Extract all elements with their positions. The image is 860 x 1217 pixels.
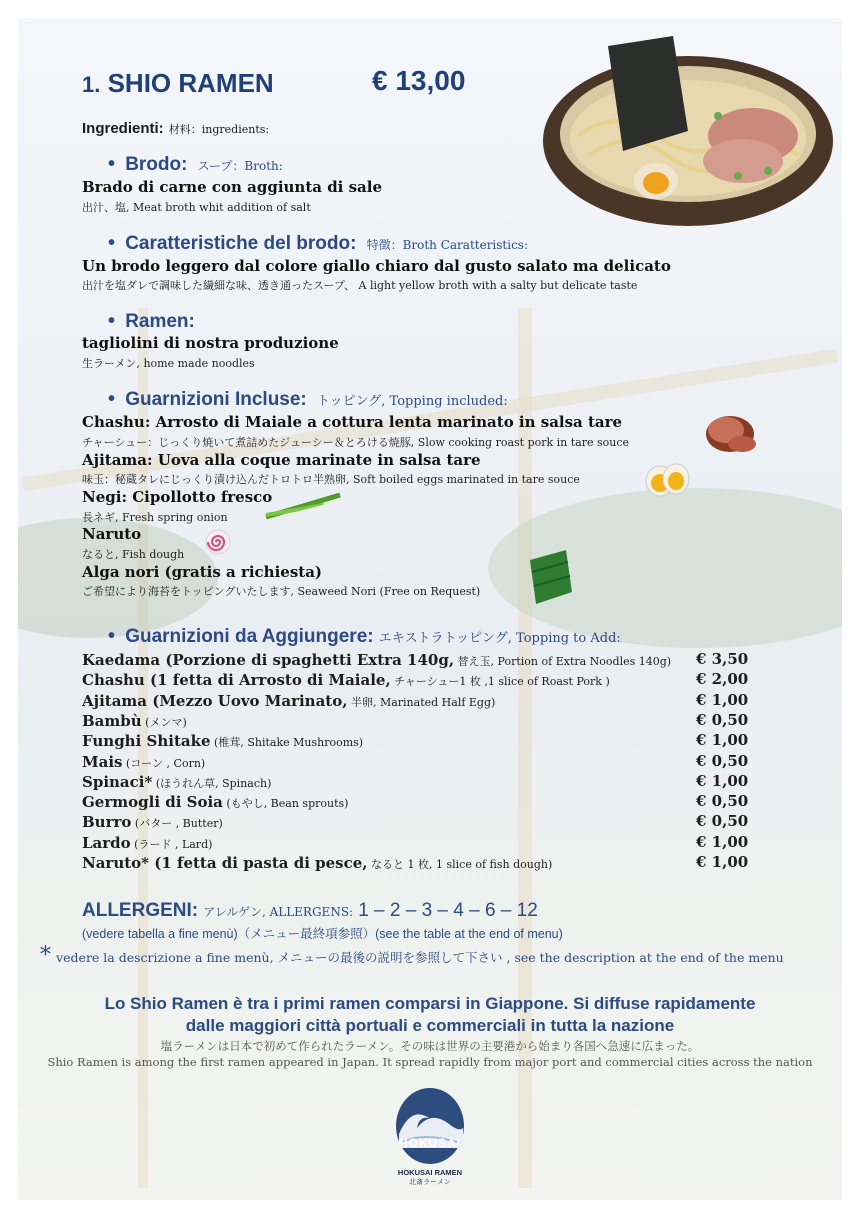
roast-pork-icon xyxy=(704,404,760,460)
extra-row xyxy=(82,650,671,669)
extra-name: Spinaci* xyxy=(82,772,153,791)
extra-name: Germogli di Soia xyxy=(82,793,223,812)
extra-row xyxy=(82,853,552,872)
footer-jp: 塩ラーメンは日本で初めて作られたラーメン。その味は世界の主要港から始まり各国へ急速に広まった。 xyxy=(160,1039,700,1053)
extra-row xyxy=(82,731,363,750)
asterisk-note: vedere la descrizione a fine menù, メニューの最後の説明を参照して下さい , see the description at the end of the menu xyxy=(56,950,784,965)
dish-price: € 13,00 xyxy=(372,65,466,96)
extra-row xyxy=(82,670,610,689)
extra-row xyxy=(82,792,348,811)
extra-name: Naruto* (1 fetta di pasta di pesce, xyxy=(82,854,368,872)
logo-name: HOKUSAI xyxy=(398,1136,462,1150)
aggiungere-heading: • Guarnizioni da Aggiungere: エキストラトッピング, Topping to Add: xyxy=(108,625,621,647)
caratt-sub: 特徴：Broth Caratteristics: xyxy=(366,238,529,252)
extra-note: (コーン , Corn) xyxy=(122,756,206,770)
ramen-it: tagliolini di nostra produzione xyxy=(82,334,339,352)
extra-row xyxy=(82,691,495,710)
extra-name: Burro xyxy=(82,813,132,832)
naruto-icon xyxy=(204,528,232,556)
extra-note: チャーシュー1 枚 ,1 slice of Roast Pork ) xyxy=(390,675,610,689)
extra-row xyxy=(82,752,205,771)
incluse-sub: トッピング, Topping included: xyxy=(316,394,508,409)
extra-note: (ラード , Lard) xyxy=(130,837,213,851)
incluse-item-3-it: Negi: Cipollotto fresco xyxy=(82,488,273,506)
extra-note: なると 1 枚, 1 slice of fish dough) xyxy=(367,858,553,871)
allergens-label: ALLERGENI: xyxy=(82,900,199,921)
footer-line-2: dalle maggiori città portuali e commerciali in tutta la nazione xyxy=(185,1016,675,1035)
spring-onion-icon xyxy=(264,491,342,521)
extra-price: € 1,00 xyxy=(696,853,749,871)
ingredients-sub: 材料：ingredients: xyxy=(168,123,270,136)
allergens-note: (vedere tabella a fine menù)（メニュー最終項参照）(see the table at the end of menu) xyxy=(82,927,563,941)
ingredients-label: Ingredienti: xyxy=(82,120,164,137)
brodo-title: Brodo: xyxy=(125,154,188,175)
extra-price: € 2,00 xyxy=(696,670,749,689)
footer-en: Shio Ramen is among the first ramen appeared in Japan. It spread rapidly from major port and commercial cities across the nation xyxy=(47,1055,813,1069)
extra-note: 半卵, Marinated Half Egg) xyxy=(347,695,496,709)
brodo-tr: 出汁、塩, Meat broth whit addition of salt xyxy=(82,201,311,214)
caratt-title: Caratteristiche del brodo: xyxy=(125,233,357,254)
incluse-item-1-it: Chashu: Arrosto di Maiale a cottura lenta marinato in salsa tare xyxy=(82,413,623,431)
extra-price: € 0,50 xyxy=(696,710,749,729)
egg-icon xyxy=(642,458,692,500)
incluse-item-5-it: Alga nori (gratis a richiesta) xyxy=(82,563,323,581)
ramen-heading: • Ramen: xyxy=(108,310,195,332)
menu-page xyxy=(18,18,842,1200)
incluse-item-4-it: Naruto xyxy=(82,525,142,543)
extra-price: € 1,00 xyxy=(696,731,749,750)
extra-row xyxy=(82,812,223,831)
asterisk-note-line: * vedere la descrizione a fine menù, メニューの最後の説明を参照して下さい , see the description at the end of the menu xyxy=(40,943,784,968)
incluse-item-1-tr: チャーシュー：じっくり焼いて煮詰めたジューシー＆とろける焼豚, Slow cooking roast pork in tare souce xyxy=(82,436,630,449)
aggiungere-sub: エキストラトッピング, Topping to Add: xyxy=(378,631,621,646)
extra-name: Bambù xyxy=(82,711,142,730)
incluse-item-4-tr: なると, Fish dough xyxy=(82,548,185,561)
extra-note: (ほうれん草, Spinach) xyxy=(152,776,272,790)
brodo-heading: • Brodo: スープ：Broth: xyxy=(108,153,283,175)
extra-note: (椎茸, Shitake Mushrooms) xyxy=(210,736,364,750)
extra-name: Kaedama (Porzione di spaghetti Extra 140g, xyxy=(82,651,455,669)
ingredients-heading xyxy=(82,118,269,137)
allergens-list: 1 – 2 – 3 – 4 – 6 – 12 xyxy=(358,900,538,921)
ramen-bowl-image xyxy=(538,26,838,241)
extra-price: € 1,00 xyxy=(696,690,749,709)
caratt-tr: 出汁を塩ダレで調味した繊細な味、透き通ったスープ、 A light yellow broth with a salty but delicate taste xyxy=(82,279,638,292)
extra-note: 替え玉, Portion of Extra Noodles 140g) xyxy=(454,655,672,668)
extra-price: € 1,00 xyxy=(696,771,749,790)
allergens-heading xyxy=(82,900,538,922)
ramen-title: Ramen: xyxy=(125,311,195,332)
ramen-tr: 生ラーメン, home made noodles xyxy=(82,357,255,370)
aggiungere-title: Guarnizioni da Aggiungere: xyxy=(125,626,374,647)
incluse-heading: • Guarnizioni Incluse: トッピング, Topping included: xyxy=(108,388,508,410)
incluse-item-2-it: Ajitama: Uova alla coque marinate in salsa tare xyxy=(82,451,481,469)
brodo-it: Brado di carne con aggiunta di sale xyxy=(82,178,383,196)
extra-note: (もやし, Bean sprouts) xyxy=(222,797,349,811)
logo-caption: HOKUSAI RAMEN xyxy=(397,1168,463,1177)
extra-name: Chashu (1 fetta di Arrosto di Maiale, xyxy=(82,671,391,690)
extra-name: Funghi Shitake xyxy=(82,732,211,751)
hokusai-logo xyxy=(393,1086,467,1166)
extra-name: Lardo xyxy=(82,833,131,852)
allergens-sub: アレルゲン, ALLERGENS: xyxy=(203,905,354,919)
extra-price: € 3,50 xyxy=(696,650,749,668)
incluse-item-2-tr: 味玉：秘蔵タレにじっくり漬け込んだトロトロ半熟卵, Soft boiled eggs marinated in tare souce xyxy=(82,473,580,486)
footer-line-1: Lo Shio Ramen è tra i primi ramen comparsi in Giappone. Si diffuse rapidamente xyxy=(104,994,756,1013)
extra-price: € 0,50 xyxy=(696,751,749,770)
nori-icon xyxy=(526,548,574,606)
extra-price: € 0,50 xyxy=(696,792,749,811)
brodo-sub: スープ：Broth: xyxy=(197,159,283,173)
dish-name: SHIO RAMEN xyxy=(107,68,274,98)
extra-row xyxy=(82,711,187,730)
caratt-it: Un brodo leggero dal colore giallo chiaro dal gusto salato ma delicato xyxy=(82,257,671,275)
dish-number: 1. xyxy=(82,72,101,97)
extra-row xyxy=(82,772,271,791)
incluse-title: Guarnizioni Incluse: xyxy=(125,389,307,410)
incluse-item-3-tr: 長ネギ, Fresh spring onion xyxy=(82,511,228,524)
dish-title xyxy=(82,68,274,99)
extra-row xyxy=(82,833,212,852)
extra-price: € 0,50 xyxy=(696,812,749,831)
extra-note: (メンマ) xyxy=(141,715,187,729)
extra-price: € 1,00 xyxy=(696,832,749,851)
extra-note: (バター , Butter) xyxy=(131,817,223,831)
extra-name: Ajitama (Mezzo Uovo Marinato, xyxy=(82,691,348,710)
caratt-heading: • Caratteristiche del brodo: 特徴：Broth Caratteristics: xyxy=(108,232,529,254)
logo-jp: 北斎ラーメン xyxy=(409,1178,451,1186)
extra-name: Mais xyxy=(82,752,123,771)
incluse-item-5-tr: ご希望により海苔をトッピングいたします, Seaweed Nori (Free on Request) xyxy=(82,585,481,598)
